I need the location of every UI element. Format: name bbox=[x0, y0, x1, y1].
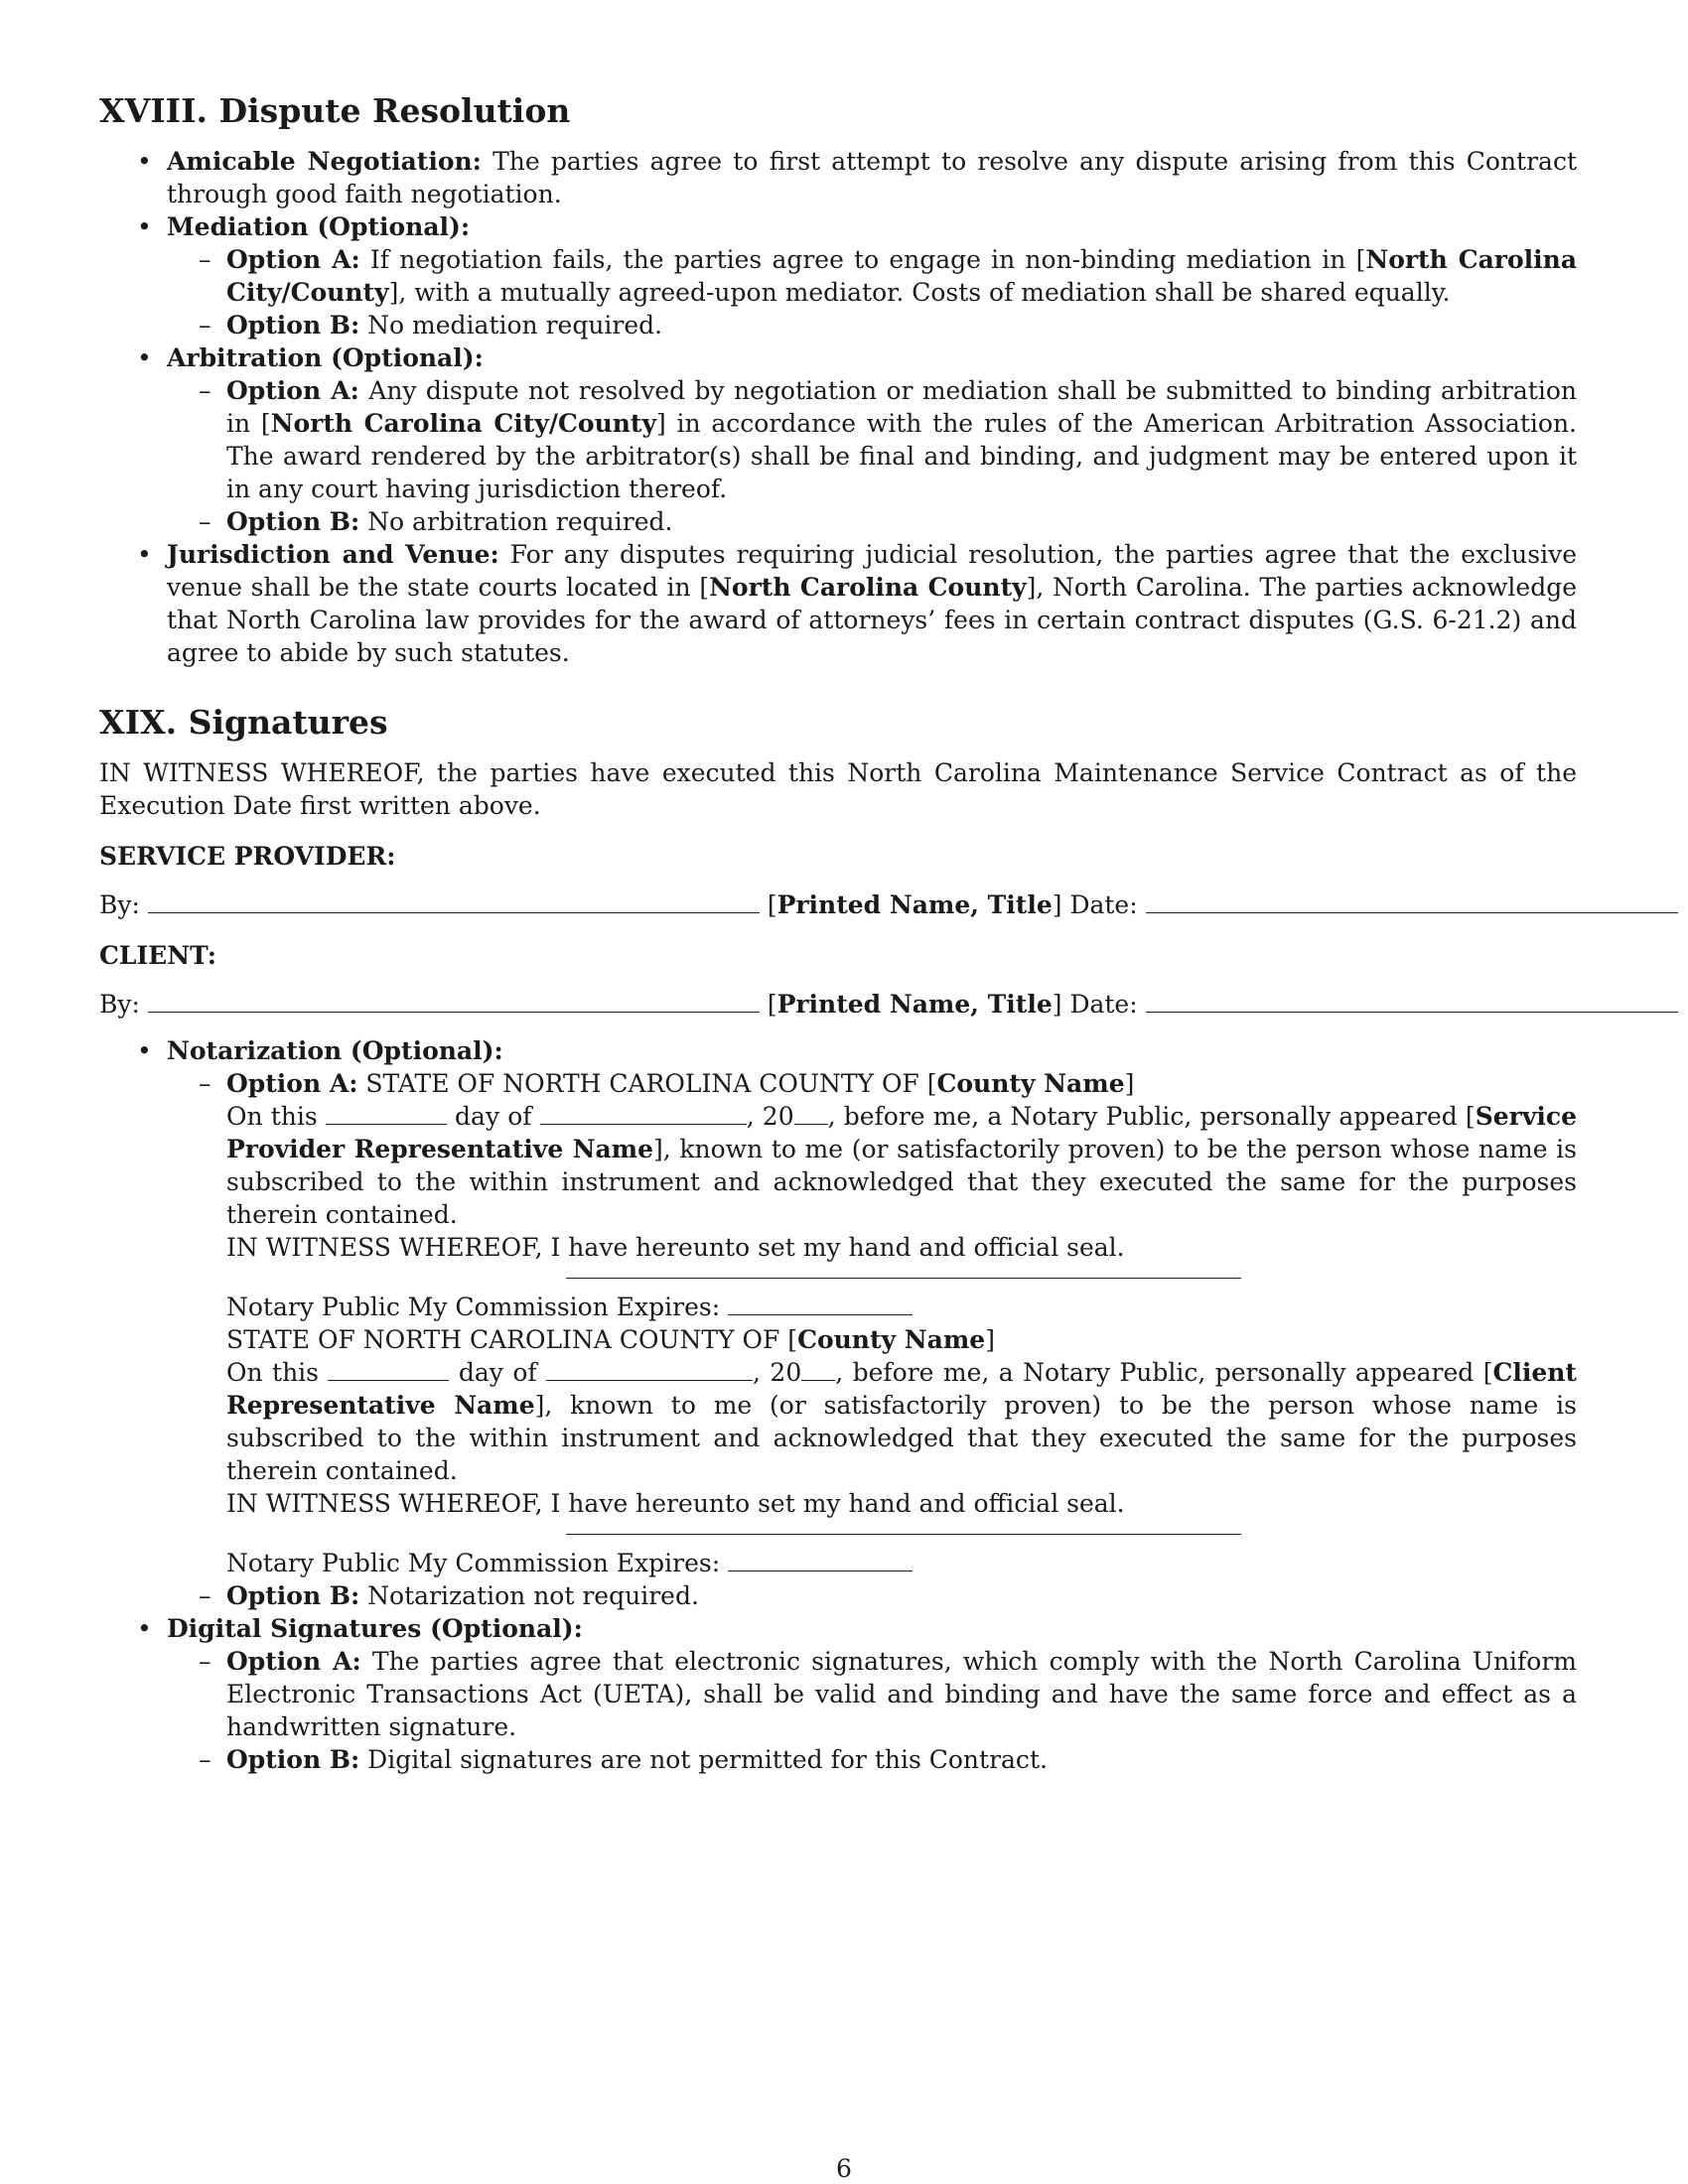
notarization-option-a: – Option A: STATE OF NORTH CAROLINA COUNTY OF [County Name] On this day of , 20 , before me, a Notary Public, personally appeared [Service Provider Representative Name], known to me (or satisfactorily proven) to be the person whose name is subscribed to the within instrument and acknowledged that they executed the same for the purposes therein contained. IN WITNESS WHEREOF, I have hereunto set my hand and official seal. Notary Public My Commission Expires: STATE OF NORTH CAROLINA COUNTY OF [County Name] On this day of , 20 , before me, a Notary Public, personally appeared [Client Representative Name], known to me (or satisfactorily proven) to be the person whose name is subscribed to the within instrument and acknowledged that they executed the same for the purposes therein contained. IN WITNESS WHEREOF, I have hereunto set my hand and official seal. Notary Public My Commission Expires: bbox=[226, 1067, 1577, 1579]
list-item-amicable: • Amicable Negotiation: The parties agree to first attempt to resolve any dispute arising from this Contract through good faith negotiation. bbox=[167, 145, 1577, 210]
list-item-jurisdiction: • Jurisdiction and Venue: For any disputes requiring judicial resolution, the parties agree that the exclusive venue shall be the state courts located in [North Carolina County], North Carolina. The parties acknowledge that North Carolina law provides for the award of attorneys’ fees in certain contract disputes (G.S. 6-21.2) and agree to abide by such statutes. bbox=[167, 538, 1577, 669]
notary-commission-line: Notary Public My Commission Expires: bbox=[226, 1291, 1577, 1323]
digital-option-b: – Option B: Digital signatures are not permitted for this Contract. bbox=[226, 1743, 1577, 1776]
service-provider-signature-line: By: [Printed Name, Title] Date: bbox=[99, 888, 1577, 921]
provider-date-blank[interactable] bbox=[1146, 890, 1678, 913]
service-provider-label: SERVICE PROVIDER: bbox=[99, 842, 396, 871]
page-number: 6 bbox=[836, 2154, 852, 2183]
notary-signature-rule[interactable] bbox=[566, 1278, 1241, 1279]
list-item-arbitration: • Arbitration (Optional): – Option A: Any dispute not resolved by negotiation or mediation shall be submitted to binding arbitration in [North Carolina City/County] in accordance with the rules of the American Arbitration Association. The award rendered by the arbitrator(s) shall be final and binding, and judgment may be entered upon it in any court having jurisdiction thereof. – Option B: No arbitration required. bbox=[167, 341, 1577, 538]
signatures-list bbox=[99, 1034, 1577, 1776]
list-item-mediation: • Mediation (Optional): – Option A: If negotiation fails, the parties agree to engage in non-binding mediation in [North Carolina City/County], with a mutually agreed-upon mediator. Costs of mediation shall be shared equally. – Option B: No mediation required. bbox=[167, 210, 1577, 341]
notary-client-paragraph: On this day of , 20 , before me, a Notary Public, personally appeared [Client Representative Name], known to me (or satisfactorily proven) to be the person whose name is subscribed to the within instrument and acknowledged that they executed the same for the purposes therein contained. bbox=[226, 1358, 1578, 1485]
client-signature-blank[interactable] bbox=[148, 990, 760, 1013]
notary-signature-rule[interactable] bbox=[566, 1534, 1241, 1535]
year-blank[interactable] bbox=[801, 1358, 835, 1381]
commission-expiry-blank[interactable] bbox=[728, 1549, 913, 1571]
notary-client-state: STATE OF NORTH CAROLINA COUNTY OF [County Name] bbox=[226, 1325, 995, 1354]
section-heading-dispute: XVIII. Dispute Resolution bbox=[99, 91, 571, 130]
witness-paragraph: IN WITNESS WHEREOF, the parties have executed this North Carolina Maintenance Service Contract as of the Execution Date first written above. bbox=[99, 758, 1577, 820]
client-date-blank[interactable] bbox=[1146, 990, 1678, 1013]
day-blank[interactable] bbox=[326, 1102, 447, 1125]
digital-option-a: – Option A: The parties agree that electronic signatures, which comply with the North Carolina Uniform Electronic Transactions Act (UETA), shall be valid and binding and have the same force and effect as a handwritten signature. bbox=[226, 1645, 1577, 1743]
notary-provider-paragraph: On this day of , 20 , before me, a Notary Public, personally appeared [Service Provider Representative Name], known to me (or satisfactorily proven) to be the person whose name is subscribed to the within instrument and acknowledged that they executed the same for the purposes therein contained. bbox=[226, 1102, 1577, 1229]
arbitration-option-b: – Option B: No arbitration required. bbox=[226, 505, 1577, 538]
arbitration-option-a: – Option A: Any dispute not resolved by negotiation or mediation shall be submitted to binding arbitration in [North Carolina City/County] in accordance with the rules of the American Arbitration Association. The award rendered by the arbitrator(s) shall be final and binding, and judgment may be entered upon it in any court having jurisdiction thereof. bbox=[226, 374, 1577, 505]
list-item-digital-signatures: • Digital Signatures (Optional): – Option A: The parties agree that electronic signatures, which comply with the North Carolina Uniform Electronic Transactions Act (UETA), shall be valid and binding and have the same force and effect as a handwritten signature. – Option B: Digital signatures are not permitted for this Contract. bbox=[167, 1612, 1577, 1776]
notary-seal-text: IN WITNESS WHEREOF, I have hereunto set my hand and official seal. bbox=[226, 1489, 1125, 1518]
provider-signature-blank[interactable] bbox=[148, 890, 760, 913]
document-page bbox=[99, 91, 1577, 1776]
notary-seal-text: IN WITNESS WHEREOF, I have hereunto set my hand and official seal. bbox=[226, 1233, 1125, 1262]
list-item-notarization: • Notarization (Optional): – Option A: STATE OF NORTH CAROLINA COUNTY OF [County Name] On this day of , 20 , before me, a Notary Public, personally appeared [Service Provider Representative Name], known to me (or satisfactorily proven) to be the person whose name is subscribed to the within instrument and acknowledged that they executed the same for the purposes therein contained. IN WITNESS WHEREOF, I have hereunto set my hand and official seal. Notary Public My Commission Expires: STATE OF NORTH CAROLINA COUNTY OF [County Name] On this day of , 20 , before me, a Notary Public, personally appeared [Client Representative Name], known to me (or satisfactorily proven) to be the person whose name is subscribed to the within instrument and acknowledged that they executed the same for the purposes therein contained. IN WITNESS WHEREOF, I have hereunto set my hand and official seal. Notary Public My Commission Expires: – Option B: Notarization not required. bbox=[167, 1034, 1577, 1612]
digital-options bbox=[167, 1645, 1577, 1776]
day-blank[interactable] bbox=[328, 1358, 449, 1381]
mediation-option-a: – Option A: If negotiation fails, the parties agree to engage in non-binding mediation in [North Carolina City/County], with a mutually agreed-upon mediator. Costs of mediation shall be shared equally. bbox=[226, 243, 1577, 309]
mediation-options bbox=[167, 243, 1577, 341]
year-blank[interactable] bbox=[794, 1102, 828, 1125]
month-blank[interactable] bbox=[540, 1102, 747, 1125]
notarization-option-b: – Option B: Notarization not required. bbox=[226, 1579, 1577, 1612]
notary-commission-line: Notary Public My Commission Expires: bbox=[226, 1547, 1577, 1579]
arbitration-options bbox=[167, 374, 1577, 538]
dispute-list bbox=[99, 145, 1577, 669]
notarization-options bbox=[167, 1067, 1577, 1612]
commission-expiry-blank[interactable] bbox=[728, 1293, 913, 1315]
month-blank[interactable] bbox=[546, 1358, 753, 1381]
client-signature-line: By: [Printed Name, Title] Date: bbox=[99, 988, 1577, 1021]
client-label: CLIENT: bbox=[99, 941, 217, 970]
mediation-option-b: – Option B: No mediation required. bbox=[226, 309, 1577, 341]
section-heading-signatures: XIX. Signatures bbox=[99, 703, 388, 742]
